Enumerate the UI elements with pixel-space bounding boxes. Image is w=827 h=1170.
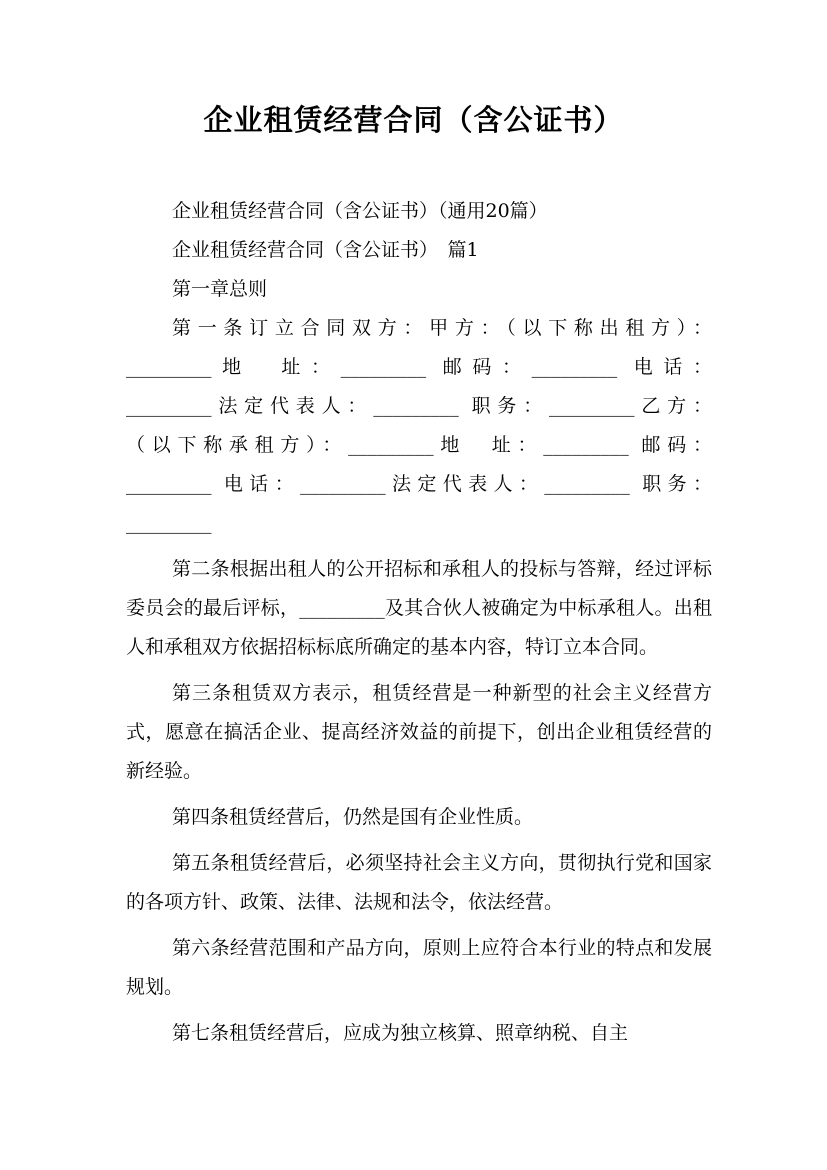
article-1-line-5: _________ 电话：_________法定代表人：_________ 职务： xyxy=(126,473,712,495)
article-1-line-4: （以下称承租方）：_________地 址：_________ 邮码： xyxy=(126,434,712,456)
article-1-line-1: 第一条订立合同双方：甲方：（以下称出租方）： xyxy=(172,317,712,339)
section-heading: 企业租赁经营合同（含公证书） 篇1 xyxy=(172,239,479,261)
article-2-paragraph: 第二条根据出租人的公开招标和承租人的投标与答辩，经过评标委员会的最后评标，_________及其合伙人被确定为中标承租人。出租人和承租双方依据招标标底所确定的基本内容，特订立本合同。 xyxy=(126,558,712,658)
article-1-line-3: _________法定代表人：_________ 职务：_________乙方： xyxy=(126,395,712,417)
article-4-paragraph: 第四条租赁经营后，仍然是国有企业性质。 xyxy=(172,806,534,828)
article-7-paragraph: 第七条租赁经营后，应成为独立核算、照章纳税、自主 xyxy=(172,1022,629,1044)
article-6-paragraph: 第六条经营范围和产品方向，原则上应符合本行业的特点和发展规划。 xyxy=(126,937,712,998)
subtitle-line: 企业租赁经营合同（含公证书）（通用20篇） xyxy=(172,200,548,222)
article-5-paragraph: 第五条租赁经营后，必须坚持社会主义方向，贯彻执行党和国家的各项方针、政策、法律、法规和法令，依法经营。 xyxy=(126,852,712,913)
article-3-paragraph: 第三条租赁双方表示，租赁经营是一种新型的社会主义经营方式，愿意在搞活企业、提高经济效益的前提下，创出企业租赁经营的新经验。 xyxy=(126,682,712,782)
document-title: 企业租赁经营合同（含公证书） xyxy=(203,103,624,137)
document-body xyxy=(126,192,712,1053)
article-1-line-6: _________ xyxy=(126,512,212,534)
article-1-line-2: _________地 址：_________ 邮码：_________ 电话： xyxy=(126,356,712,378)
chapter-heading: 第一章总则 xyxy=(172,278,268,300)
